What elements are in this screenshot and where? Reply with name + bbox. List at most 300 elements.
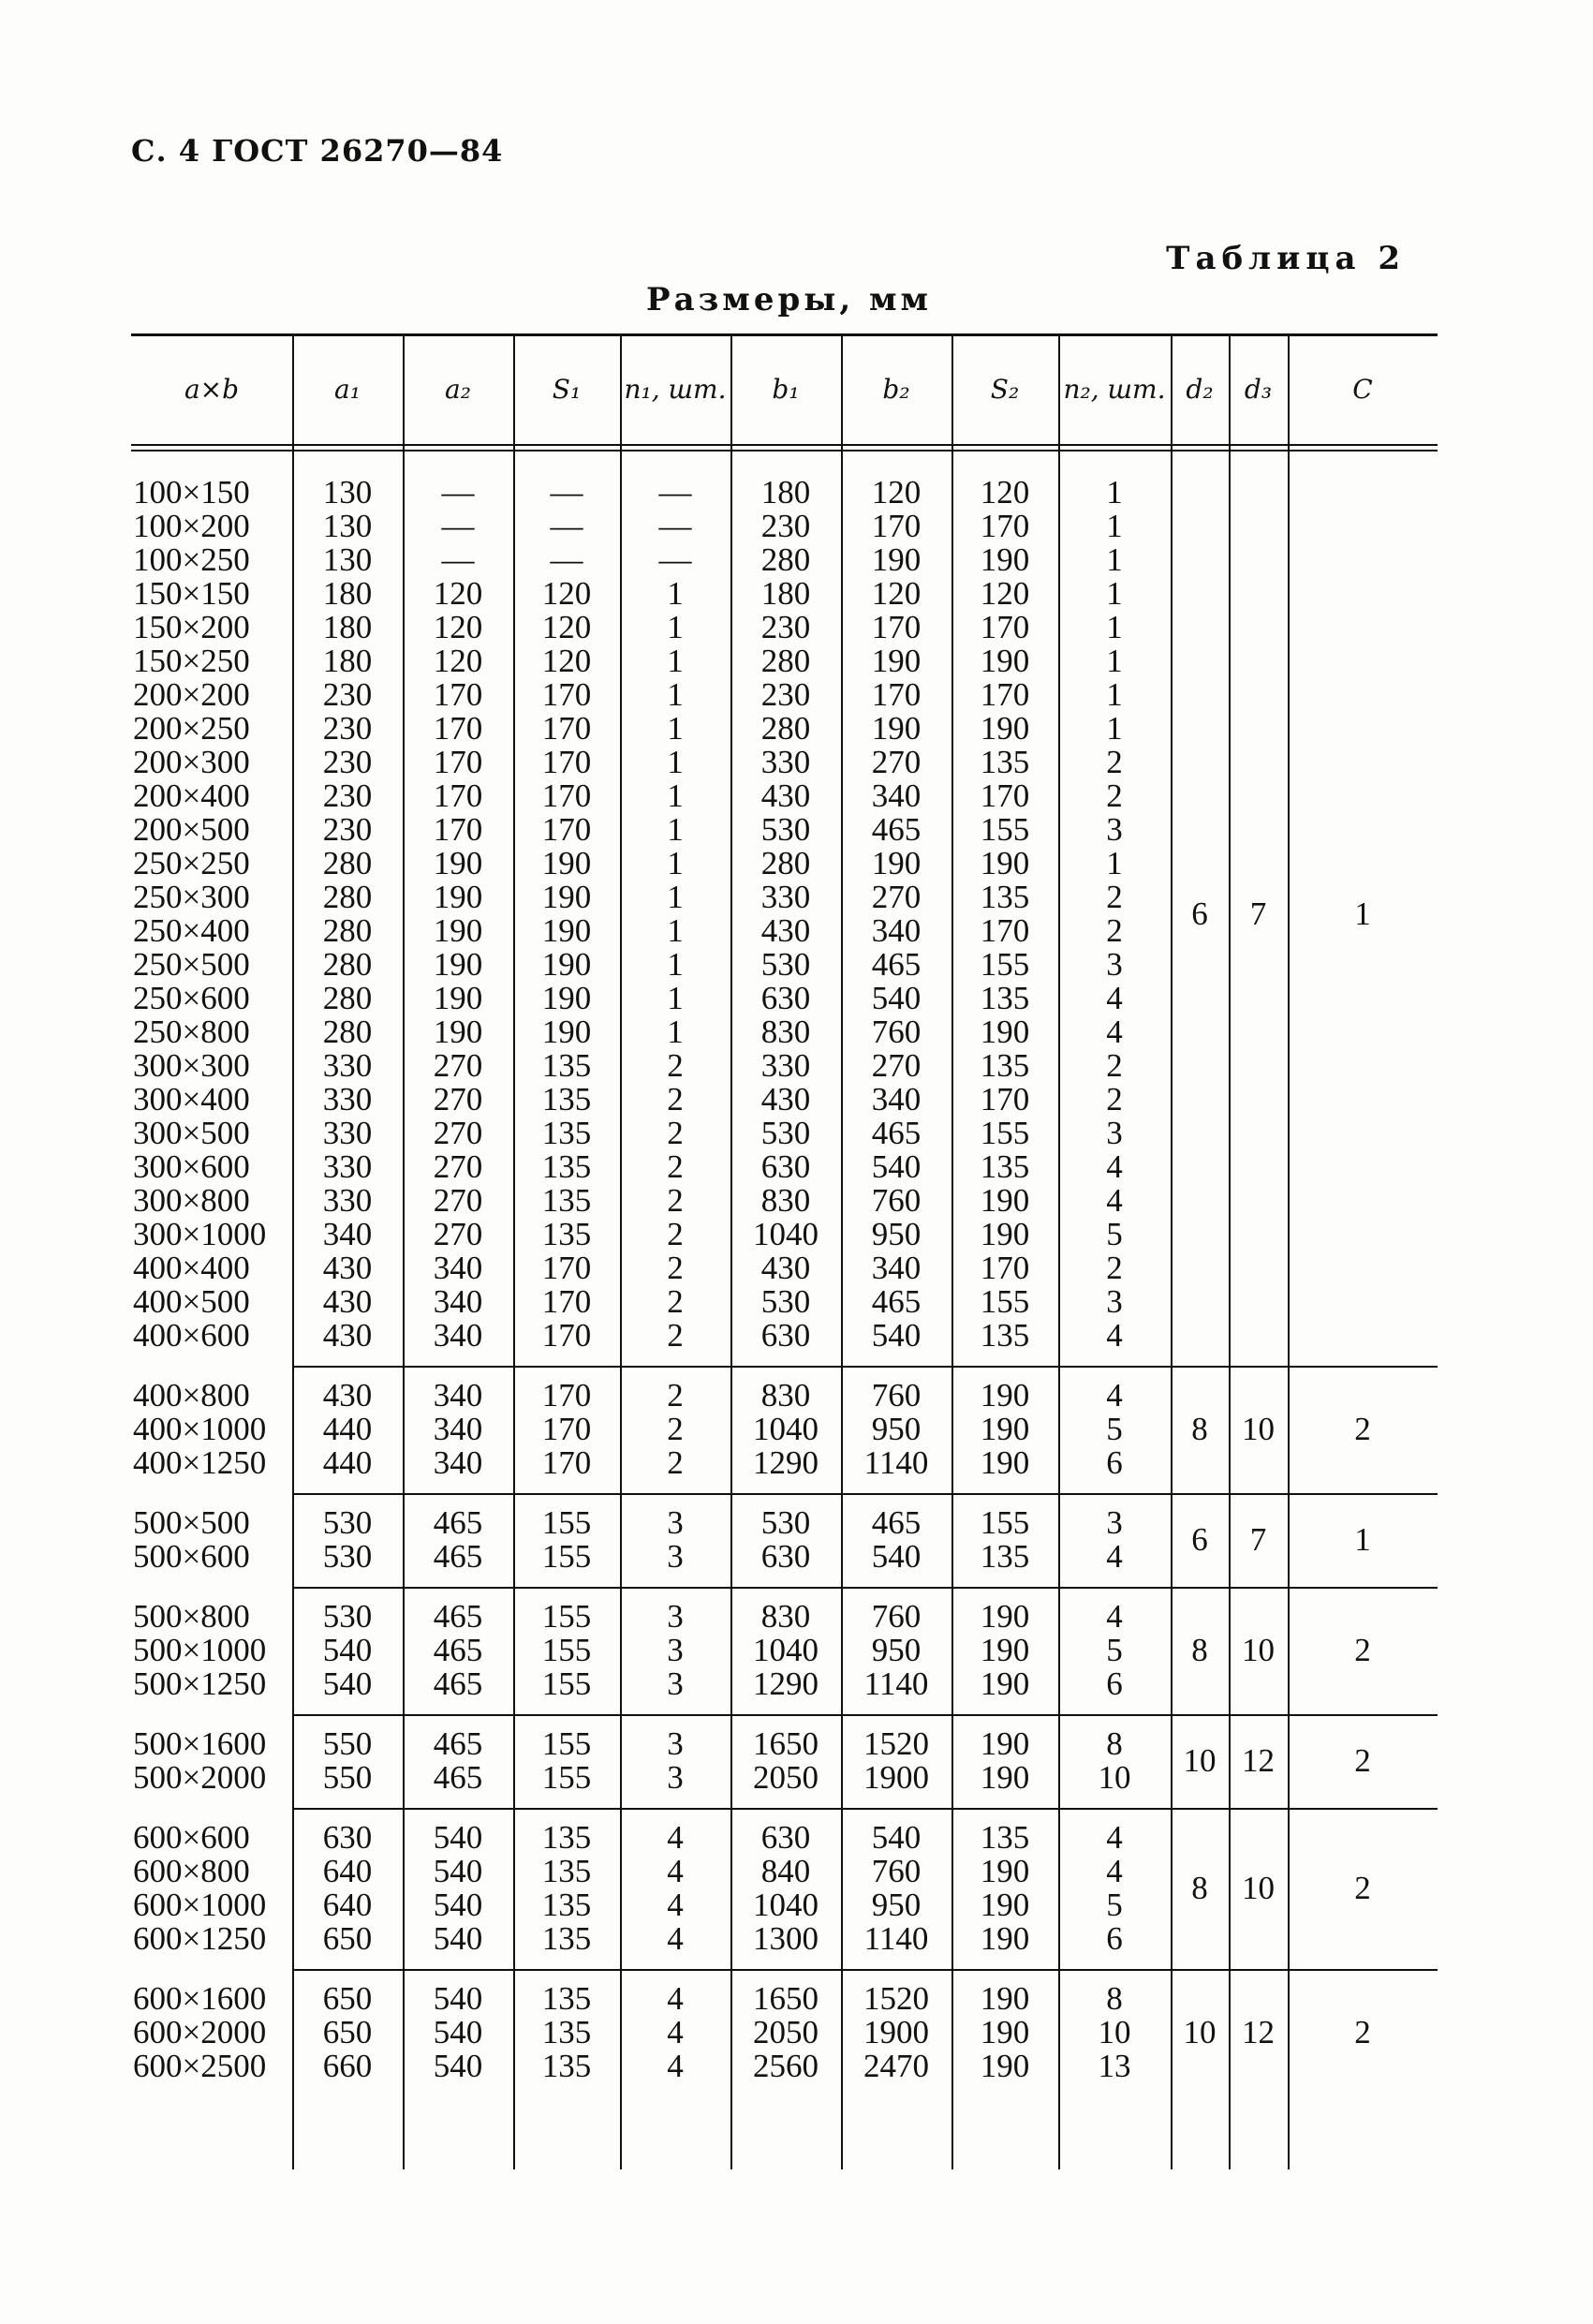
table-cell: 190: [980, 1632, 1030, 1668]
table-cell: 3: [667, 1632, 684, 1668]
table-cell: 540: [433, 2048, 483, 2084]
column-values: [403, 1821, 513, 1956]
table-cell: 2050: [753, 2014, 819, 2050]
table-cell: 135: [980, 1047, 1030, 1084]
table-cell: 1: [667, 980, 684, 1016]
table-cell: 190: [433, 879, 483, 915]
table-cell: 170: [980, 1250, 1030, 1286]
table-cell: 135: [980, 1317, 1030, 1354]
table-row-group: [131, 1969, 1438, 2096]
row-size-label: 600×1000: [133, 1887, 267, 1923]
row-size-label: 250×300: [133, 879, 250, 915]
table-cell: 760: [871, 1377, 922, 1414]
table-cell: 4: [667, 2048, 684, 2084]
column-values: [403, 1379, 513, 1480]
table-cell: 190: [541, 946, 592, 983]
row-size-label: 200×200: [133, 676, 250, 713]
table-cell: 135: [980, 1148, 1030, 1185]
column-values: [513, 1379, 620, 1480]
column-values: [513, 1727, 620, 1795]
table-cell: 760: [871, 1598, 922, 1635]
table-cell: 170: [871, 508, 922, 544]
table-cell: 540: [433, 1819, 483, 1856]
table-cell: 135: [541, 1216, 592, 1252]
table-cell: 135: [541, 1047, 592, 1084]
table-cell: 465: [871, 811, 922, 848]
column-values: [133, 1727, 294, 1795]
table-cell: 540: [433, 1887, 483, 1923]
row-size-label: 400×800: [133, 1377, 250, 1414]
table-cell: 2: [667, 1377, 684, 1414]
table-cell: 120: [433, 643, 483, 679]
table-cell: 630: [760, 1819, 811, 1856]
table-cell: 1: [667, 710, 684, 747]
table-cell: 170: [433, 710, 483, 747]
table-cell: 190: [433, 912, 483, 949]
table-cell: 190: [871, 643, 922, 679]
table-cell: 270: [871, 1047, 922, 1084]
table-cell: 120: [433, 575, 483, 612]
table-cell: —: [441, 541, 475, 578]
column-values: [951, 1727, 1058, 1795]
table-cell: 430: [322, 1283, 373, 1320]
row-size-label: 500×2000: [133, 1759, 267, 1796]
table-cell: 10: [1098, 2014, 1131, 2050]
column-values: [1058, 1821, 1171, 1956]
row-size-label: 100×200: [133, 508, 250, 544]
table-cell: 170: [980, 609, 1030, 645]
table-cell: 830: [760, 1014, 811, 1050]
table-cell: 270: [433, 1047, 483, 1084]
table-cell: 1: [667, 676, 684, 713]
table-row-group: [131, 1493, 1438, 1587]
table-cell: 540: [871, 1317, 922, 1354]
header-cell-8: n₂, шт.: [1063, 373, 1166, 405]
table-cell: 4: [1106, 1182, 1123, 1219]
table-cell: 120: [541, 643, 592, 679]
table-cell: 190: [433, 845, 483, 881]
row-size-label: 250×800: [133, 1014, 250, 1050]
column-values: [1058, 1506, 1171, 1574]
c-value: 2: [1354, 2014, 1371, 2050]
table-cell: 3: [667, 1504, 684, 1541]
table-cell: 4: [667, 1887, 684, 1923]
table-cell: 465: [433, 1504, 483, 1541]
table-cell: 135: [541, 1081, 592, 1118]
column-values: [841, 1600, 951, 1701]
row-size-label: 300×600: [133, 1148, 250, 1185]
table-cell: 190: [433, 946, 483, 983]
table-cell: 180: [322, 575, 373, 612]
table-cell: 120: [433, 609, 483, 645]
column-values: [133, 1379, 294, 1480]
table-cell: 10: [1098, 1759, 1131, 1796]
table-cell: 530: [322, 1538, 373, 1575]
column-values: [292, 1821, 403, 1956]
table-cell: 135: [980, 1538, 1030, 1575]
table-cell: 2050: [753, 1759, 819, 1796]
table-cell: 540: [322, 1665, 373, 1702]
table-cell: 280: [760, 643, 811, 679]
table-cell: 230: [760, 609, 811, 645]
table-cell: 3: [1106, 1115, 1123, 1151]
table-cell: 170: [541, 1411, 592, 1447]
table-cell: 155: [541, 1598, 592, 1635]
table-cell: 465: [871, 1115, 922, 1151]
c-value: 2: [1354, 1411, 1371, 1447]
column-values: [1058, 1379, 1171, 1480]
table-cell: 190: [980, 710, 1030, 747]
table-cell: 190: [980, 1853, 1030, 1889]
table-cell: 190: [980, 1920, 1030, 1957]
table-cell: 465: [433, 1665, 483, 1702]
row-size-label: 400×500: [133, 1283, 250, 1320]
table-cell: 190: [541, 1014, 592, 1050]
table-cell: 1: [667, 811, 684, 848]
table-cell: 6: [1106, 1920, 1123, 1957]
table-cell: 190: [980, 2048, 1030, 2084]
table-cell: 230: [322, 710, 373, 747]
table-cell: 1140: [863, 1444, 929, 1481]
table-cell: 170: [433, 744, 483, 780]
table-cell: 13: [1098, 2048, 1131, 2084]
table-cell: 465: [433, 1759, 483, 1796]
table-cell: 3: [667, 1725, 684, 1762]
column-values: [403, 1727, 513, 1795]
table-cell: 270: [433, 1182, 483, 1219]
table-cell: 190: [541, 980, 592, 1016]
table-cell: 280: [322, 1014, 373, 1050]
table-cell: 1650: [753, 1725, 819, 1762]
c-value: 2: [1354, 1632, 1371, 1668]
header-cell-4: n₁, шт.: [624, 373, 727, 405]
column-values: [841, 1379, 951, 1480]
table-cell: 465: [433, 1632, 483, 1668]
table-row-group: [131, 1366, 1438, 1493]
table-cell: 1: [667, 575, 684, 612]
table-cell: 465: [433, 1725, 483, 1762]
table-cell: —: [658, 541, 692, 578]
table-cell: 330: [760, 744, 811, 780]
row-size-label: 250×250: [133, 845, 250, 881]
table-cell: 340: [871, 1081, 922, 1118]
table-cell: 950: [871, 1411, 922, 1447]
table-cell: 2: [667, 1250, 684, 1286]
table-cell: 330: [322, 1047, 373, 1084]
table-cell: 230: [760, 676, 811, 713]
table-cell: 170: [980, 777, 1030, 814]
column-values: [513, 1600, 620, 1701]
table-cell: 280: [322, 879, 373, 915]
table-cell: 1040: [753, 1632, 819, 1668]
column-values: [730, 1506, 841, 1574]
table-cell: 4: [1106, 1853, 1123, 1889]
table-cell: 270: [433, 1081, 483, 1118]
c-value: 2: [1354, 1742, 1371, 1779]
table-label: Таблица 2: [1166, 240, 1406, 277]
table-cell: 330: [760, 1047, 811, 1084]
table-cell: 340: [433, 1250, 483, 1286]
table-cell: 135: [541, 1853, 592, 1889]
table-cell: 190: [980, 1377, 1030, 1414]
table-cell: 180: [760, 575, 811, 612]
table-cell: 190: [980, 1014, 1030, 1050]
row-size-label: 600×2000: [133, 2014, 267, 2050]
page-header: С. 4 ГОСТ 26270—84: [131, 133, 504, 169]
table-cell: 135: [541, 1980, 592, 2017]
column-values: [513, 1982, 620, 2083]
table-cell: 1290: [753, 1665, 819, 1702]
row-size-label: 200×400: [133, 777, 250, 814]
column-values: [951, 1982, 1058, 2083]
d3-value: 10: [1242, 1411, 1275, 1447]
table-cell: 650: [322, 1980, 373, 2017]
table-cell: 170: [980, 912, 1030, 949]
table-cell: 640: [322, 1853, 373, 1889]
table-cell: 1520: [863, 1980, 929, 2017]
table-cell: 1: [1106, 609, 1123, 645]
column-values: [841, 476, 951, 1353]
column-values: [133, 1506, 294, 1574]
table-cell: 155: [980, 1115, 1030, 1151]
table-cell: 130: [322, 474, 373, 511]
table-cell: 190: [871, 710, 922, 747]
table-cell: 170: [541, 1377, 592, 1414]
header-cell-10: d₃: [1244, 373, 1273, 405]
table-cell: 550: [322, 1725, 373, 1762]
row-size-label: 200×500: [133, 811, 250, 848]
row-size-label: 100×150: [133, 474, 250, 511]
table-cell: 1140: [863, 1665, 929, 1702]
table-cell: 530: [760, 946, 811, 983]
table-cell: 630: [760, 980, 811, 1016]
column-values: [730, 1982, 841, 2083]
table-cell: 120: [871, 575, 922, 612]
column-values: [292, 1982, 403, 2083]
table-cell: 190: [980, 1980, 1030, 2017]
table-cell: 1: [1106, 474, 1123, 511]
table-cell: 230: [322, 676, 373, 713]
column-values: [730, 1379, 841, 1480]
column-values: [1058, 1600, 1171, 1701]
row-size-label: 500×1600: [133, 1725, 267, 1762]
table-cell: 2: [1106, 1081, 1123, 1118]
column-values: [730, 476, 841, 1353]
table-cell: 1520: [863, 1725, 929, 1762]
row-size-label: 400×1250: [133, 1444, 267, 1481]
column-values: [730, 1727, 841, 1795]
table-cell: 170: [871, 609, 922, 645]
table-cell: 190: [541, 879, 592, 915]
table-cell: 540: [322, 1632, 373, 1668]
table-cell: 230: [322, 811, 373, 848]
row-size-label: 150×200: [133, 609, 250, 645]
table-cell: 5: [1106, 1411, 1123, 1447]
table-cell: 1: [667, 1014, 684, 1050]
table-cell: 6: [1106, 1665, 1123, 1702]
table-cell: —: [550, 541, 583, 578]
row-size-label: 600×2500: [133, 2048, 267, 2084]
table-cell: 190: [980, 1759, 1030, 1796]
table-cell: —: [550, 474, 583, 511]
column-values: [1058, 476, 1171, 1353]
table-cell: 330: [322, 1081, 373, 1118]
table-cell: 135: [980, 744, 1030, 780]
table-cell: 540: [433, 2014, 483, 2050]
table-cell: 170: [541, 710, 592, 747]
row-size-label: 150×250: [133, 643, 250, 679]
header-cell-7: S₂: [990, 373, 1020, 405]
table-cell: 135: [541, 1920, 592, 1957]
table-cell: 120: [541, 575, 592, 612]
table-cell: 1: [1106, 541, 1123, 578]
table-cell: 1300: [753, 1920, 819, 1957]
d3-value: 7: [1249, 1521, 1267, 1558]
table-cell: 135: [980, 879, 1030, 915]
dimensions-table: [131, 333, 1438, 2169]
column-values: [620, 476, 730, 1353]
row-size-label: 600×800: [133, 1853, 250, 1889]
table-cell: 190: [433, 1014, 483, 1050]
table-cell: 2: [667, 1182, 684, 1219]
table-cell: 190: [980, 1665, 1030, 1702]
row-size-label: 250×500: [133, 946, 250, 983]
table-cell: 760: [871, 1853, 922, 1889]
table-cell: 2: [1106, 1250, 1123, 1286]
table-cell: 190: [980, 1444, 1030, 1481]
column-values: [951, 1379, 1058, 1480]
table-cell: 340: [433, 1377, 483, 1414]
table-cell: 155: [541, 1632, 592, 1668]
table-cell: 830: [760, 1182, 811, 1219]
row-size-label: 600×1250: [133, 1920, 267, 1957]
column-values: [133, 476, 294, 1353]
table-cell: 170: [871, 676, 922, 713]
table-cell: 230: [322, 777, 373, 814]
table-cell: 155: [541, 1504, 592, 1541]
table-cell: 8: [1106, 1980, 1123, 2017]
table-cell: 2: [667, 1411, 684, 1447]
column-values: [620, 1727, 730, 1795]
table-cell: 1650: [753, 1980, 819, 2017]
table-cell: 430: [322, 1377, 373, 1414]
table-cell: 180: [760, 474, 811, 511]
table-cell: 4: [667, 1920, 684, 1957]
table-cell: 2: [667, 1216, 684, 1252]
row-size-label: 400×400: [133, 1250, 250, 1286]
table-cell: 2560: [753, 2048, 819, 2084]
table-cell: 330: [760, 879, 811, 915]
row-size-label: 400×1000: [133, 1411, 267, 1447]
table-cell: 1: [1106, 845, 1123, 881]
table-cell: 830: [760, 1377, 811, 1414]
c-value: 1: [1354, 896, 1371, 932]
table-cell: 630: [322, 1819, 373, 1856]
column-values: [1058, 1982, 1171, 2083]
table-cell: 280: [322, 980, 373, 1016]
table-cell: 530: [760, 811, 811, 848]
table-cell: 155: [541, 1665, 592, 1702]
row-size-label: 300×400: [133, 1081, 250, 1118]
table-cell: 190: [980, 1887, 1030, 1923]
table-cell: 530: [322, 1504, 373, 1541]
table-cell: 2: [667, 1081, 684, 1118]
table-cell: 155: [980, 1504, 1030, 1541]
table-cell: 2: [667, 1115, 684, 1151]
table-cell: 3: [1106, 946, 1123, 983]
table-cell: 1290: [753, 1444, 819, 1481]
table-cell: 340: [433, 1283, 483, 1320]
column-values: [841, 1506, 951, 1574]
header-cell-9: d₂: [1186, 373, 1214, 405]
table-cell: 190: [541, 845, 592, 881]
table-cell: 340: [322, 1216, 373, 1252]
row-size-label: 300×300: [133, 1047, 250, 1084]
table-cell: 190: [871, 541, 922, 578]
table-cell: 135: [541, 1115, 592, 1151]
table-cell: 340: [433, 1317, 483, 1354]
table-cell: 430: [760, 1081, 811, 1118]
table-cell: 3: [667, 1759, 684, 1796]
table-cell: 190: [433, 980, 483, 1016]
table-cell: 1: [667, 643, 684, 679]
table-cell: 190: [980, 643, 1030, 679]
table-cell: —: [658, 474, 692, 511]
row-size-label: 600×1600: [133, 1980, 267, 2017]
table-cell: 170: [541, 1283, 592, 1320]
header-cell-11: C: [1352, 373, 1373, 405]
table-cell: 4: [1106, 980, 1123, 1016]
table-cell: 2: [1106, 879, 1123, 915]
table-cell: 280: [760, 541, 811, 578]
table-cell: 190: [980, 845, 1030, 881]
column-values: [403, 1506, 513, 1574]
table-cell: 155: [980, 1283, 1030, 1320]
table-cell: 230: [322, 744, 373, 780]
table-cell: 1: [1106, 676, 1123, 713]
row-size-label: 300×500: [133, 1115, 250, 1151]
table-cell: 465: [871, 946, 922, 983]
table-cell: 170: [433, 777, 483, 814]
table-cell: —: [441, 474, 475, 511]
table-cell: 120: [871, 474, 922, 511]
table-cell: 330: [322, 1148, 373, 1185]
table-cell: 630: [760, 1148, 811, 1185]
table-cell: 280: [322, 845, 373, 881]
table-cell: 1: [667, 912, 684, 949]
column-values: [133, 1982, 294, 2083]
table-cell: 540: [433, 1980, 483, 2017]
table-cell: 180: [322, 609, 373, 645]
table-cell: 530: [322, 1598, 373, 1635]
table-cell: 130: [322, 508, 373, 544]
column-values: [1058, 1727, 1171, 1795]
table-cell: 155: [541, 1759, 592, 1796]
row-size-label: 500×1000: [133, 1632, 267, 1668]
header-cell-5: b₁: [772, 373, 800, 405]
column-values: [951, 476, 1058, 1353]
table-cell: —: [441, 508, 475, 544]
table-cell: 155: [980, 946, 1030, 983]
table-cell: 640: [322, 1887, 373, 1923]
table-cell: 630: [760, 1538, 811, 1575]
table-cell: 1: [1106, 508, 1123, 544]
table-cell: 2470: [863, 2048, 929, 2084]
table-cell: 340: [871, 912, 922, 949]
table-cell: 190: [980, 541, 1030, 578]
d3-value: 12: [1242, 1742, 1275, 1779]
d2-value: 10: [1183, 2014, 1217, 2050]
